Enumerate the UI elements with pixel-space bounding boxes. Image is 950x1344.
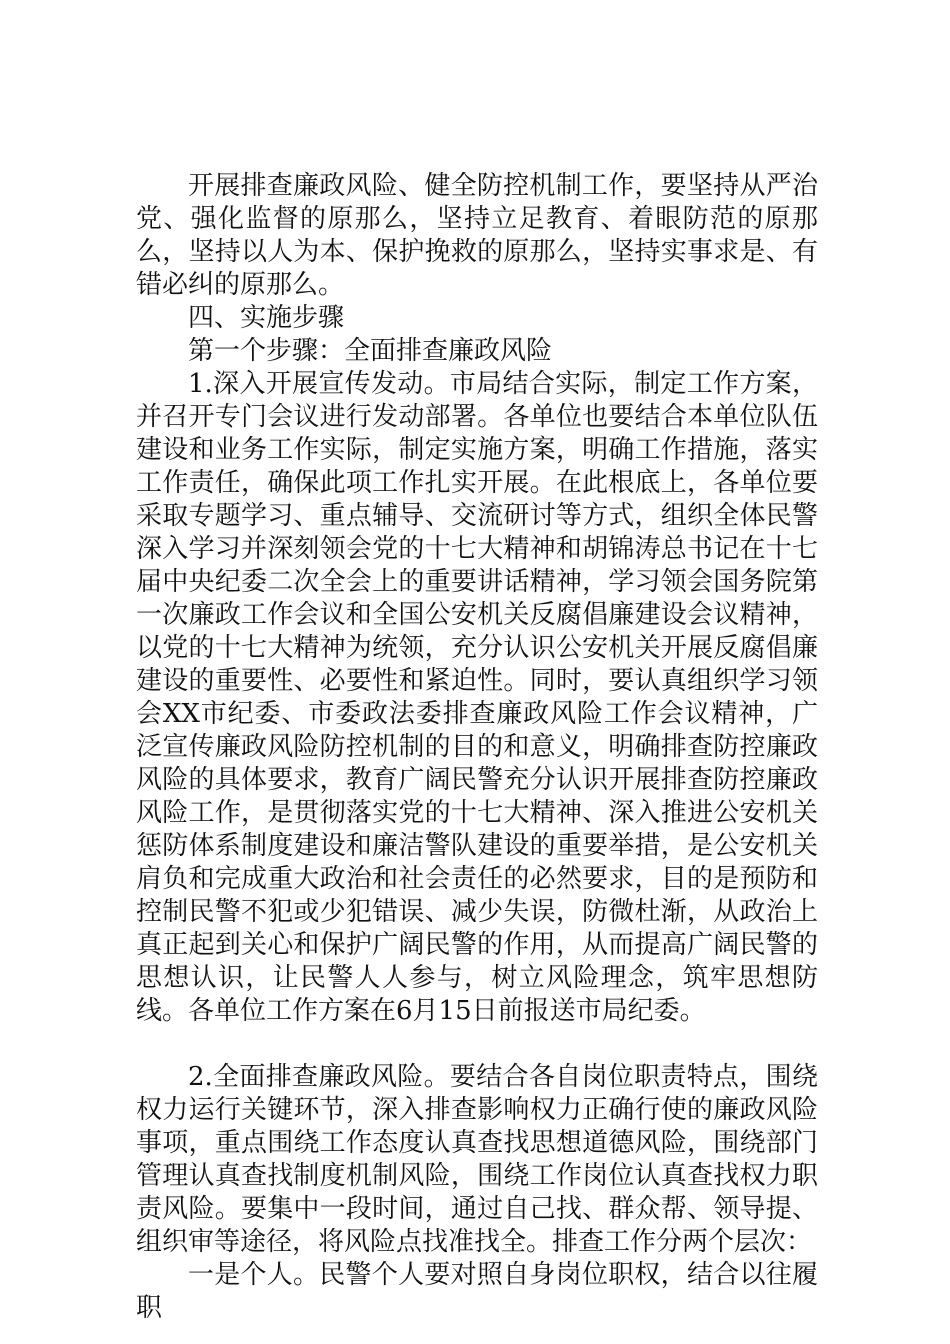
document-body	[136, 170, 818, 1325]
paragraph-item-1: 1.深入开展宣传发动。市局结合实际，制定工作方案，并召开专门会议进行发动部署。各单位也要结合本单位队伍建设和业务工作实际，制定实施方案，明确工作措施，落实工作责任，确保此项工作扎实开展。在此根底上，各单位要采取专题学习、重点辅导、交流研讨等方式，组织全体民警深入学习并深刻领会党的十七大精神和胡锦涛总书记在十七届中央纪委二次全会上的重要讲话精神，学习领会国务院第一次廉政工作会议和全国公安机关反腐倡廉建设会议精神，以党的十七大精神为统领，充分认识公安机关开展反腐倡廉建设的重要性、必要性和紧迫性。同时，要认真组织学习领会XX市纪委、市委政法委排查廉政风险工作会议精神，广泛宣传廉政风险防控机制的目的和意义，明确排查防控廉政风险的具体要求，教育广阔民警充分认识开展排查防控廉政风险工作，是贯彻落实党的十七大精神、深入推进公安机关惩防体系制度建设和廉洁警队建设的重要举措，是公安机关肩负和完成重大政治和社会责任的必然要求，目的是预防和控制民警不犯或少犯错误、减少失误，防微杜渐，从政治上真正起到关心和保护广阔民警的作用，从而提高广阔民警的思想认识，让民警人人参与，树立风险理念，筑牢思想防线。各单位工作方案在6月15日前报送市局纪委。	[136, 369, 818, 1026]
paragraph-item-2: 2.全面排查廉政风险。要结合各自岗位职责特点，围绕权力运行关键环节，深入排查影响权力正确行使的廉政风险事项，重点围绕工作态度认真查找思想道德风险，围绕部门管理认真查找制度机制风险，围绕工作岗位认真查找权力职责风险。要集中一段时间，通过自己找、群众帮、领导提、组织审等途径，将风险点找准找全。排查工作分两个层次：	[136, 1062, 818, 1257]
step-heading: 第一个步骤：全面排查廉政风险	[188, 336, 553, 366]
section-heading: 四、实施步骤	[188, 303, 345, 333]
paragraph-principles: 开展排查廉政风险、健全防控机制工作，要坚持从严治党、强化监督的原那么，坚持立足教育、着眼防范的原那么，坚持以人为本、保护挽救的原那么，坚持实事求是、有错必纠的原那么。	[136, 171, 818, 300]
paragraph-individual: 一是个人。民警个人要对照自身岗位职权，结合以往履职	[136, 1260, 818, 1323]
